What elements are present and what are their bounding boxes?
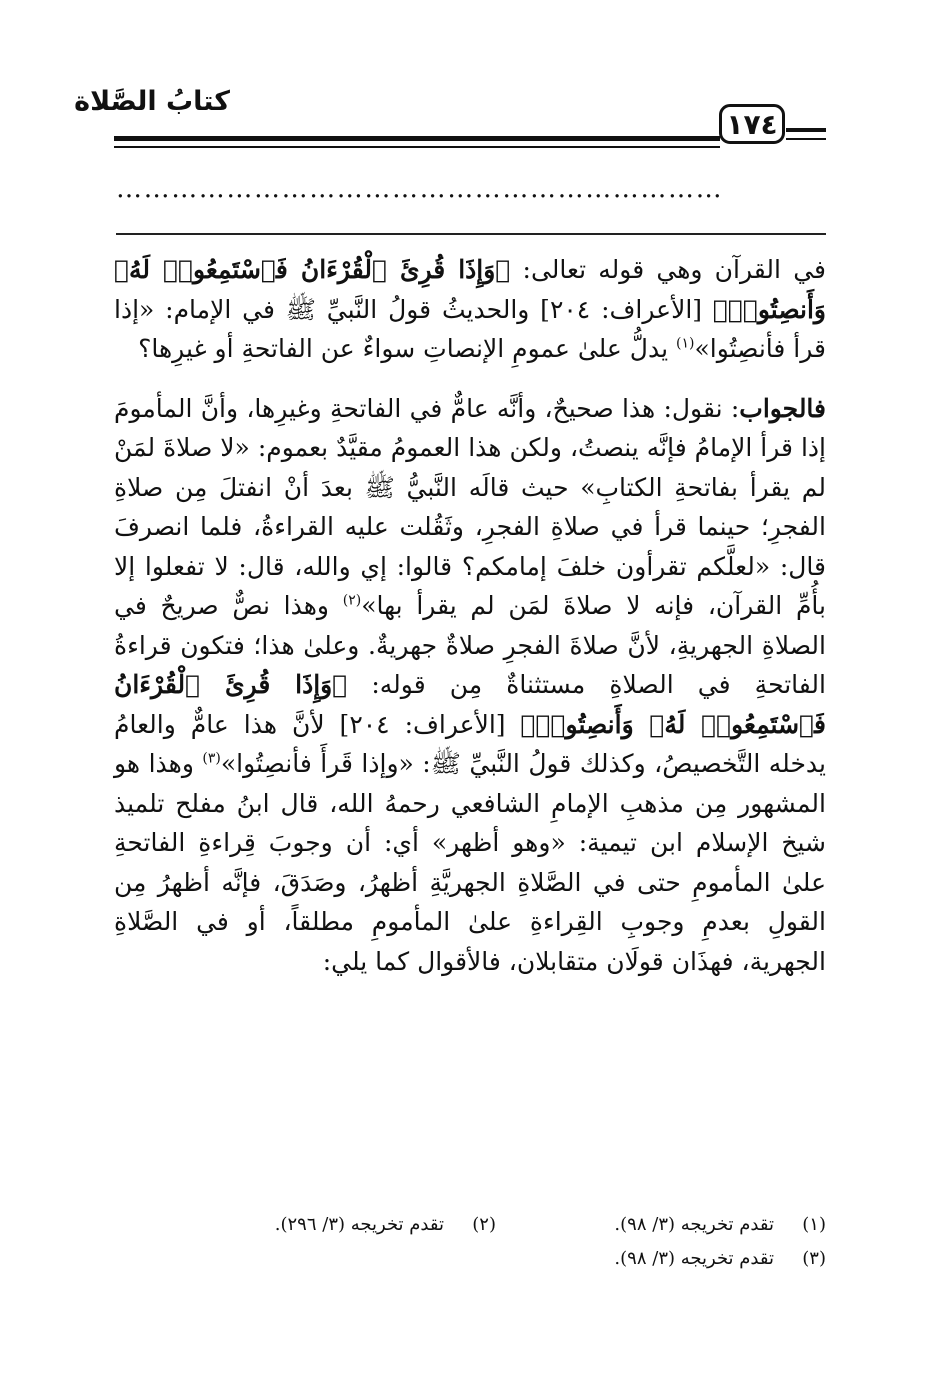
footnote-ref-2[interactable]: (٢) [342, 592, 362, 609]
text-run: [الأعراف: ٢٠٤] لأنَّ هذا عامٌّ والعامُ يدخله التَّخصيصُ، وكذلك قولُ النَّبيِّ ﷺ: «وإذا قَرأَ فأنصِتُوا» [114, 709, 826, 778]
footnote-2 [166, 1208, 496, 1242]
footnotes [114, 1208, 826, 1276]
answer-lead: فالجواب [739, 393, 826, 423]
book-title: كتابُ الصَّلاة [74, 86, 230, 117]
text-run: وهذا نصٌّ صريحٌ في الصلاةِ الجهريةِ، لأنَّ صلاةَ الفجرِ صلاةٌ جهريةٌ. وعلىٰ هذا؛ فتكون قراءةُ الفاتحةِ في الصلاةِ مستثناةٌ مِن قوله: [114, 591, 826, 699]
text-run: [الأعراف: ٢٠٤] والحديثُ قولُ النَّبيِّ ﷺ في الإمام: «إذا قرأ فأنصِتُوا» [114, 294, 826, 363]
page-number: ١٧٤ [719, 104, 785, 144]
footnote-number: (٢) [472, 1214, 496, 1235]
footnote-number: (١) [802, 1214, 826, 1235]
header-rule-right-thin [786, 138, 826, 140]
footnote-text: تقدم تخريجه (٣/ ٩٨). [614, 1214, 774, 1235]
footnote-text: تقدم تخريجه (٣/ ٢٩٦). [274, 1214, 444, 1235]
footnote-3 [496, 1242, 826, 1276]
page-body [114, 250, 826, 981]
paragraph-answer [114, 389, 826, 982]
text-run: يدلُّ علىٰ عمومِ الإنصاتِ سواءٌ عن الفاتحةِ أو غيرِها؟ [138, 334, 676, 363]
page-header [0, 0, 946, 160]
footnote-divider [520, 1200, 826, 1201]
footnote-ref-1[interactable]: (١) [675, 335, 695, 352]
footnote-row [114, 1208, 826, 1242]
header-rule-thick [114, 136, 720, 141]
separator-line [116, 233, 826, 235]
header-rule-right [786, 128, 826, 132]
footnote-row [114, 1242, 826, 1276]
footnote-number: (٣) [802, 1248, 826, 1269]
footnote-text: تقدم تخريجه (٣/ ٩٨). [614, 1248, 774, 1269]
header-rule-thin [114, 146, 720, 148]
footnote-ref-3[interactable]: (٣) [202, 750, 221, 767]
footnote-1 [496, 1208, 826, 1242]
text-run: : نقول: هذا صحيحٌ، وأنَّه عامٌّ في الفاتحةِ وغيرِها، وأنَّ المأمومَ إذا قرأ الإمامُ فإنَّه ينصتُ، ولكن هذا العمومُ مقيَّدٌ بعموم: «لا صلاةَ لمَنْ لم يقرأ بفاتحةِ الكتابِ» حيث قالَه النَّبيُّ ﷺ بعدَ أنْ انفتلَ مِن صلاةِ الفجرِ؛ حينما قرأ في صلاةِ الفجرِ، وثَقُلت عليه القراءةُ، فلما انصرفَ قال: «لعلَّكم تقرأون خلفَ إمامكم؟ قالوا: إي والله، قال: لا تفعلوا إلا بأُمِّ القرآن، فإنه لا صلاةَ لمَن لم يقرأ بها» [114, 393, 826, 620]
quran-verse: ﴿وَإِذَا قُرِئَ ٱلْقُرْءَانُ فَٱسْتَمِعُوا۟ لَهُۥ وَأَنصِتُوا۟﴾ [114, 255, 826, 324]
quran-verse: ﴿وَإِذَا قُرِئَ ٱلْقُرْءَانُ فَٱسْتَمِعُوا۟ لَهُۥ وَأَنصِتُوا۟﴾ [114, 670, 826, 739]
text-run: وهذا هو المشهور مِن مذهبِ الإمامِ الشافعي رحمهُ الله، قال ابنُ مفلح تلميذ شيخ الإسلام ابن تيمية: «وهو أظهر» أي: أن وجوبَ قِراءةِ الفاتحةِ علىٰ المأمومِ حتى في الصَّلاةِ الجهريَّةِ أظهرُ، وصَدَقَ، فإنَّه أظهرُ مِن القولِ بعدمِ وجوبِ القِراءةِ علىٰ المأمومِ مطلقاً، أو في الصَّلاةِ الجهرية، فهذَان قولَان متقابلان، فالأقوال كما يلي: [114, 749, 826, 976]
dotted-separator: ………………………………………………………… [116, 176, 724, 202]
text-run: في القرآن وهي قوله تعالى: [510, 255, 826, 284]
paragraph-question [114, 250, 826, 369]
